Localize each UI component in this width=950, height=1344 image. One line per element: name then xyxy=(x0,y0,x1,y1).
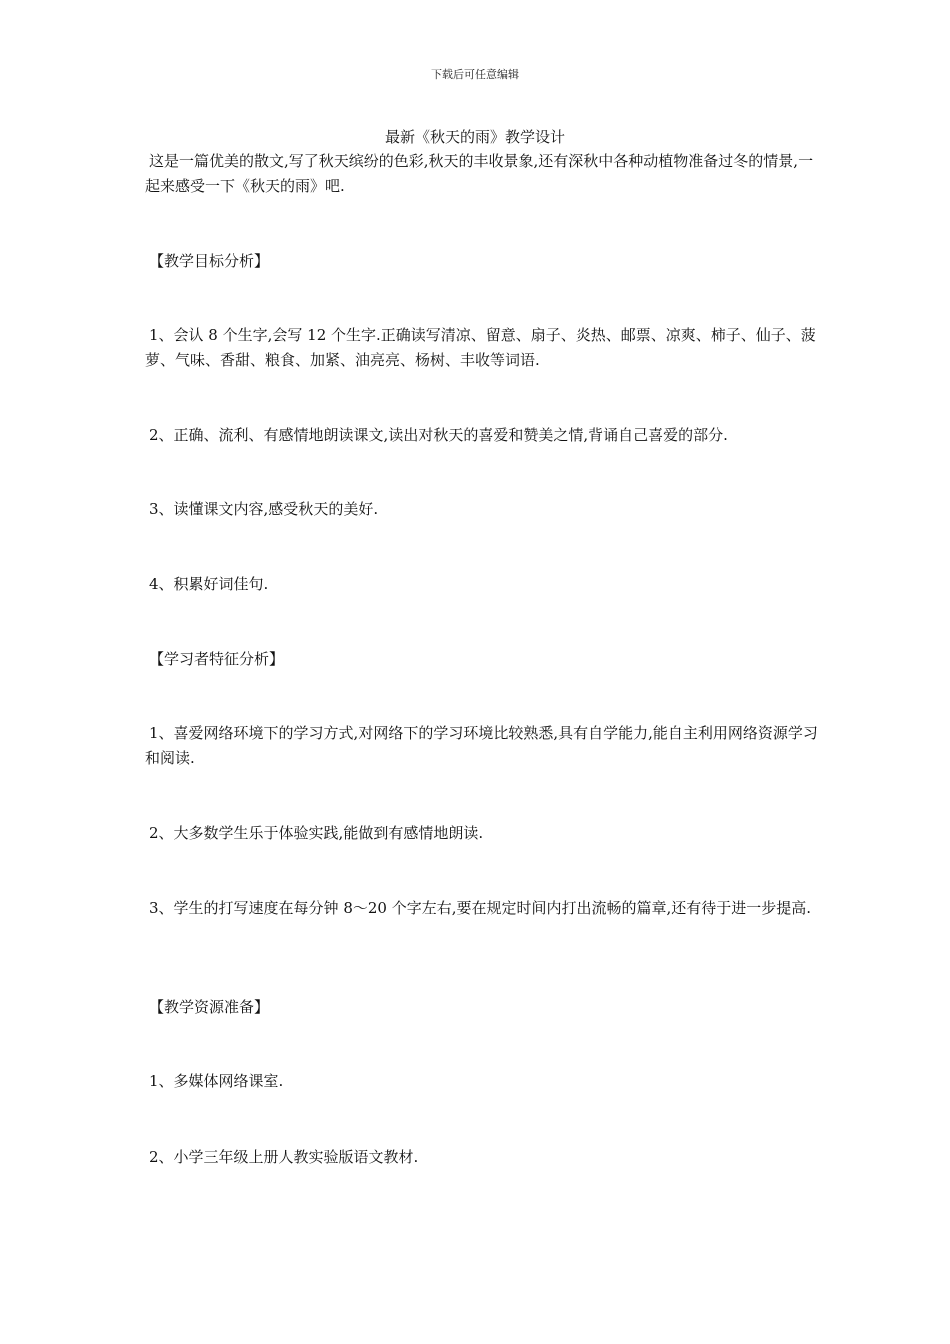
intro-text: 这是一篇优美的散文,写了秋天缤纷的色彩,秋天的丰收景象,还有深秋中各种动植物准备过冬的情景,一起来感受一下《秋天的雨》吧. xyxy=(145,152,814,195)
document-title: 最新《秋天的雨》教学设计 xyxy=(384,128,565,146)
goal-item-2: 2、正确、流利、有感情地朗读课文,读出对秋天的喜爱和赞美之情,背诵自己喜爱的部分. xyxy=(149,426,728,444)
intro-paragraph xyxy=(145,149,825,199)
goal-item-3: 3、读懂课文内容,感受秋天的美好. xyxy=(149,500,379,518)
resource-item-1: 1、多媒体网络课室. xyxy=(149,1072,284,1090)
resource-item-2: 2、小学三年级上册人教实验版语文教材. xyxy=(149,1148,419,1166)
header-note: 下载后可任意编辑 xyxy=(431,68,519,81)
learner-item-3: 3、学生的打写速度在每分钟 8～20 个字左右,要在规定时间内打出流畅的篇章,还有待于进一步提高. xyxy=(149,899,812,917)
section-heading-resources: 【教学资源准备】 xyxy=(149,998,270,1016)
section-heading-teaching-goals: 【教学目标分析】 xyxy=(149,252,270,270)
goal-item-4: 4、积累好词佳句. xyxy=(149,575,269,593)
learner-item-2: 2、大多数学生乐于体验实践,能做到有感情地朗读. xyxy=(149,824,484,842)
learner-item-1: 1、喜爱网络环境下的学习方式,对网络下的学习环境比较熟悉,具有自学能力,能自主利用网络资源学习和阅读. xyxy=(145,724,818,767)
section-heading-learner-analysis: 【学习者特征分析】 xyxy=(149,650,285,668)
goal-item-1: 1、会认 8 个生字,会写 12 个生字.正确读写清凉、留意、扇子、炎热、邮票、凉爽、柿子、仙子、菠萝、气味、香甜、粮食、加紧、油亮亮、杨树、丰收等词语. xyxy=(145,326,816,369)
